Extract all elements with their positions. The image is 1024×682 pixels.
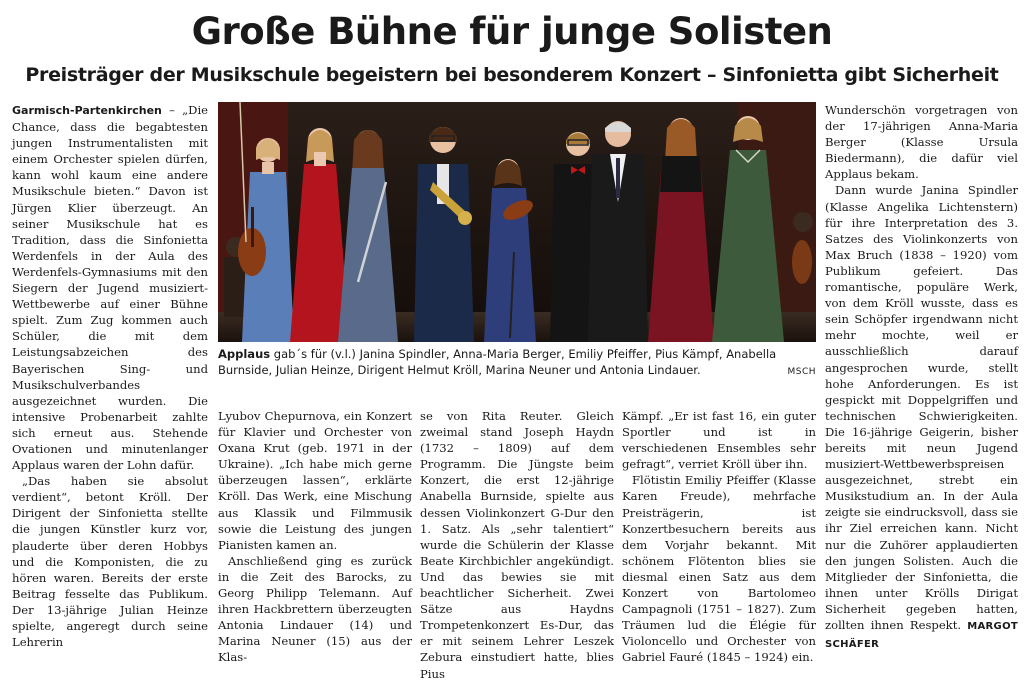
article-column-2 — [218, 408, 412, 665]
article-subheadline: Preisträger der Musikschule begeistern bei besonderem Konzert – Sinfonietta gibt Sicherheit — [25, 64, 999, 86]
article-paragraph: se von Rita Reuter. Gleich zweimal stand Joseph Haydn (1732 – 1809) auf dem Programm. Die Jüngste beim Konzert, die erst 12-jährige Anabella Burnside, spielte aus dessen Violinkonzert G-Dur den 1. Satz. Als „sehr talentiert“ wurde die Schülerin der Klasse Beate Kirchbichler angekündigt. Und das bewies sie mit beachtlicher Sicherheit. Zwei Sätze aus Haydns Trompetenkonzert Es-Dur, das er mit seinem Lehrer Leszek Zebura einstudiert hatte, blies Pius — [420, 409, 614, 681]
article-column-1 — [12, 102, 209, 650]
article-paragraph: Lyubov Chepurnova, ein Konzert für Klavier und Orchester von Oxana Krut (geb. 1971 in der Ukraine). „Ich habe mich gerne überzeugen lassen“, erklärte Kröll. Das Werk, eine Mischung aus Klassik und Filmmusik sowie die Leistung des jungen Pianisten kamen an. — [218, 409, 412, 552]
group-photo-illustration — [218, 102, 816, 342]
article-paragraph: Wunderschön vorgetragen von der 17-jährigen Anna-Maria Berger (Klasse Ursula Biedermann), die dafür viel Applaus bekam. — [825, 103, 1018, 182]
article-column-4 — [622, 408, 816, 665]
article-column-5 — [825, 102, 1018, 651]
article-headline: Große Bühne für junge Solisten — [191, 10, 833, 53]
article-paragraph: Anschließend ging es zurück in die Zeit des Barocks, zu Georg Philipp Telemann. Auf ihren Hackbrettern überzeugten Antonia Lindauer (14) und Marina Neuner (15) aus der Klas- — [218, 553, 412, 665]
article-paragraph: „Das haben sie absolut verdient“, betont Kröll. Der Dirigent der Sinfonietta stellte die jungen Künstler kurz vor, plauderte über deren Hobbys und die Komponisten, die zu hören waren. Bereits der erste Beitrag fesselte das Publikum. Der 13-jährige Julian Heinze spielte, angeregt durch seine Lehrerin — [12, 474, 208, 650]
article-paragraph: Kämpf. „Er ist fast 16, ein guter Sportler und ist in verschiedenen Ensembles sehr gefragt“, verriet Kröll über ihn. — [622, 409, 816, 472]
dateline-dash: – — [161, 103, 175, 117]
paragraph-text: „Die Chance, dass die begabtesten jungen Instrumentalisten mit einem Orchester spielen dürfen, kann wohl kaum eine andere Musikschule bieten.“ Davon ist Jürgen Klier überzeugt. An seiner Musikschule hat es Tradition, dass die Sinfonietta Werdenfels in der Aula des Werdenfels-Gymnasiums mit den Siegern der Jugend musiziert-Wettbewerbe auf einer Bühne spielt. Zum Zug kommen auch Schüler, die mit dem Leistungsabzeichen des Bayerischen Sing- und Musikschulverbandes ausgezeichnet wurden. Die intensive Probenarbeit zahlte sich erneut aus. Stehende Ovationen und minutenlanger Applaus waren der Lohn dafür. — [12, 103, 209, 473]
author-byline: MARGOT SCHÄFER — [825, 621, 1018, 651]
article-column-3 — [420, 408, 614, 681]
article-paragraph: Flötistin Emiliy Pfeiffer (Klasse Karen Freude), mehrfache Preisträgerin, ist Konzertbesuchern bereits aus dem Vorjahr bekannt. Mit schönem Flötenton blies sie diesmal einen Satz aus dem Konzert von Bartolomeo Campagnoli (1751 – 1827). Zum Träumen lud die Élégie für Violoncello und Orchester von Gabriel Fauré (1845 – 1924) ein. — [622, 473, 816, 665]
article-paragraph — [12, 102, 208, 473]
photo-caption — [218, 346, 816, 380]
dateline: Garmisch-Partenkirchen — [12, 104, 162, 117]
paragraph-text: Dann wurde Janina Spindler (Klasse Angelika Lichtenstern) für ihre Interpretation des 3. Satzes des Violinkonzerts von Max Bruch (1838 – 1920) vom Publikum gefeiert. Das romantische, populäre Werk, von dem Kröll wusste, dass es sein Schöpfer irgendwann nicht mehr mochte, weil er ausschließlich darauf angesprochen wurde, stellt hohe Anforderungen. Es ist gespickt mit Doppelgriffen und technischen Schwierigkeiten. Die 16-jährige Geigerin, bisher bereits mit neun Jugend musiziert-Wettbewerbspreisen ausgezeichnet, strebt ein Musikstudium an. In der Aula zeigte sie eindrucksvoll, dass sie ihr Ziel erreichen kann. Nicht nur die Zuhörer applaudierten den jungen Solisten. Auch die Mitglieder der Sinfonietta, die ihnen unter Krölls Dirigat Sicherheit gegeben hatten, zollten ihnen Respekt. — [825, 183, 1018, 632]
article-paragraph — [825, 182, 1018, 653]
caption-lead: Applaus — [218, 347, 271, 361]
photo-credit: MSCH — [787, 367, 816, 377]
person-7 — [588, 121, 648, 342]
caption-text: gab´s für (v.l.) Janina Spindler, Anna-Maria Berger, Emiliy Pfeiffer, Pius Kämpf, Anabella Burnside, Julian Heinze, Dirigent Helmut Kröll, Marina Neuner und Antonia Lindauer. — [218, 347, 777, 377]
concert-photo — [218, 102, 816, 342]
